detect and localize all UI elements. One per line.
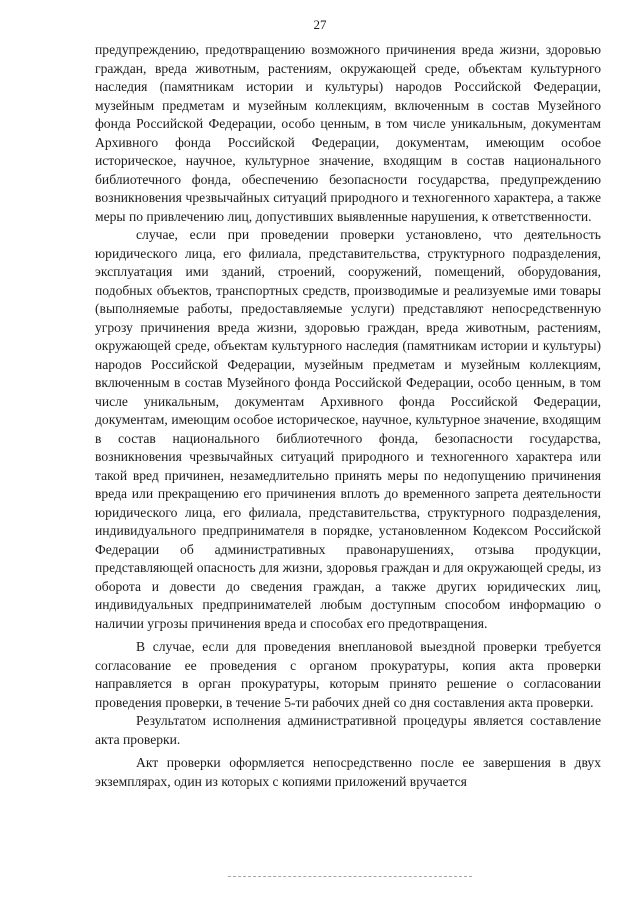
paragraph: случае, если при проведении проверки установлено, что деятельность юридического лица, его филиала, представительства, структурного подразделения, эксплуатация ими зданий, строений, сооружений, помещений, оборудования, подобных объектов, транспортных средств, производимые и реализуемые ими товары (выполняемые работы, предоставляемые услуги) представляют непосредственную угрозу причинения вреда жизни, здоровью граждан, вреда животным, растениям, окружающей среде, объектам культурного наследия (памятникам истории и культуры) народов Российской Федерации, музейным предметам и музейным коллекциям, включенным в состав Музейного фонда Российской Федерации, особо ценным, в том числе уникальным, документам Архивного фонда Российской Федерации, документам, имеющим особое историческое, научное, культурное значение, входящим в состав национального библиотечного фонда, безопасности государства, возникновения чрезвычайных ситуаций природного и техногенного характера или такой вред причинен, незамедлительно принять меры по недопущению причинения вреда или прекращению его причинения вплоть до временного запрета деятельности юридического лица, его филиала, представительства, структурного подразделения, индивидуального предпринимателя в порядке, установленном Кодексом Российской Федерации об административных правонарушениях, отзыва продукции, представляющей опасность для жизни, здоровья граждан и для окружающей среды, из оборота и довести до сведения граждан, а также других юридических лиц, индивидуальных предпринимателей любым доступным способом информацию о наличии угрозы причинения вреда и способах его предотвращения. bbox=[95, 227, 601, 631]
paragraph: Акт проверки оформляется непосредственно после ее завершения в двух экземплярах, один из которых с копиями приложений вручается bbox=[95, 755, 601, 789]
page-number: 27 bbox=[313, 17, 327, 32]
paragraph: Результатом исполнения административной процедуры является составление акта проверки. bbox=[95, 713, 601, 747]
paragraph: предупреждению, предотвращению возможного причинения вреда жизни, здоровью граждан, вреда животным, растениям, окружающей среде, объектам культурного наследия (памятникам истории и культуры) народов Российской Федерации, музейным предметам и музейным коллекциям, включенным в состав Музейного фонда Российской Федерации, особо ценным, в том числе уникальным, документам Архивного фонда Российской Федерации, документам, имеющим особое историческое, научное, культурное значение, входящим в состав национального библиотечного фонда, обеспечению безопасности государства, предупреждению возникновения чрезвычайных ситуаций природного и техногенного характера, а также меры по привлечению лиц, допустивших выявленные нарушения, к ответственности. bbox=[95, 42, 601, 224]
paragraph: В случае, если для проведения внеплановой выездной проверки требуется согласование ее проведения с органом прокуратуры, копия акта проверки направляется в орган прокуратуры, которым принято решение о согласовании проведения проверки, в течение 5-ти рабочих дней со дня составления акта проверки. bbox=[95, 639, 601, 710]
body-text bbox=[95, 41, 601, 791]
footer-divider bbox=[228, 876, 472, 877]
